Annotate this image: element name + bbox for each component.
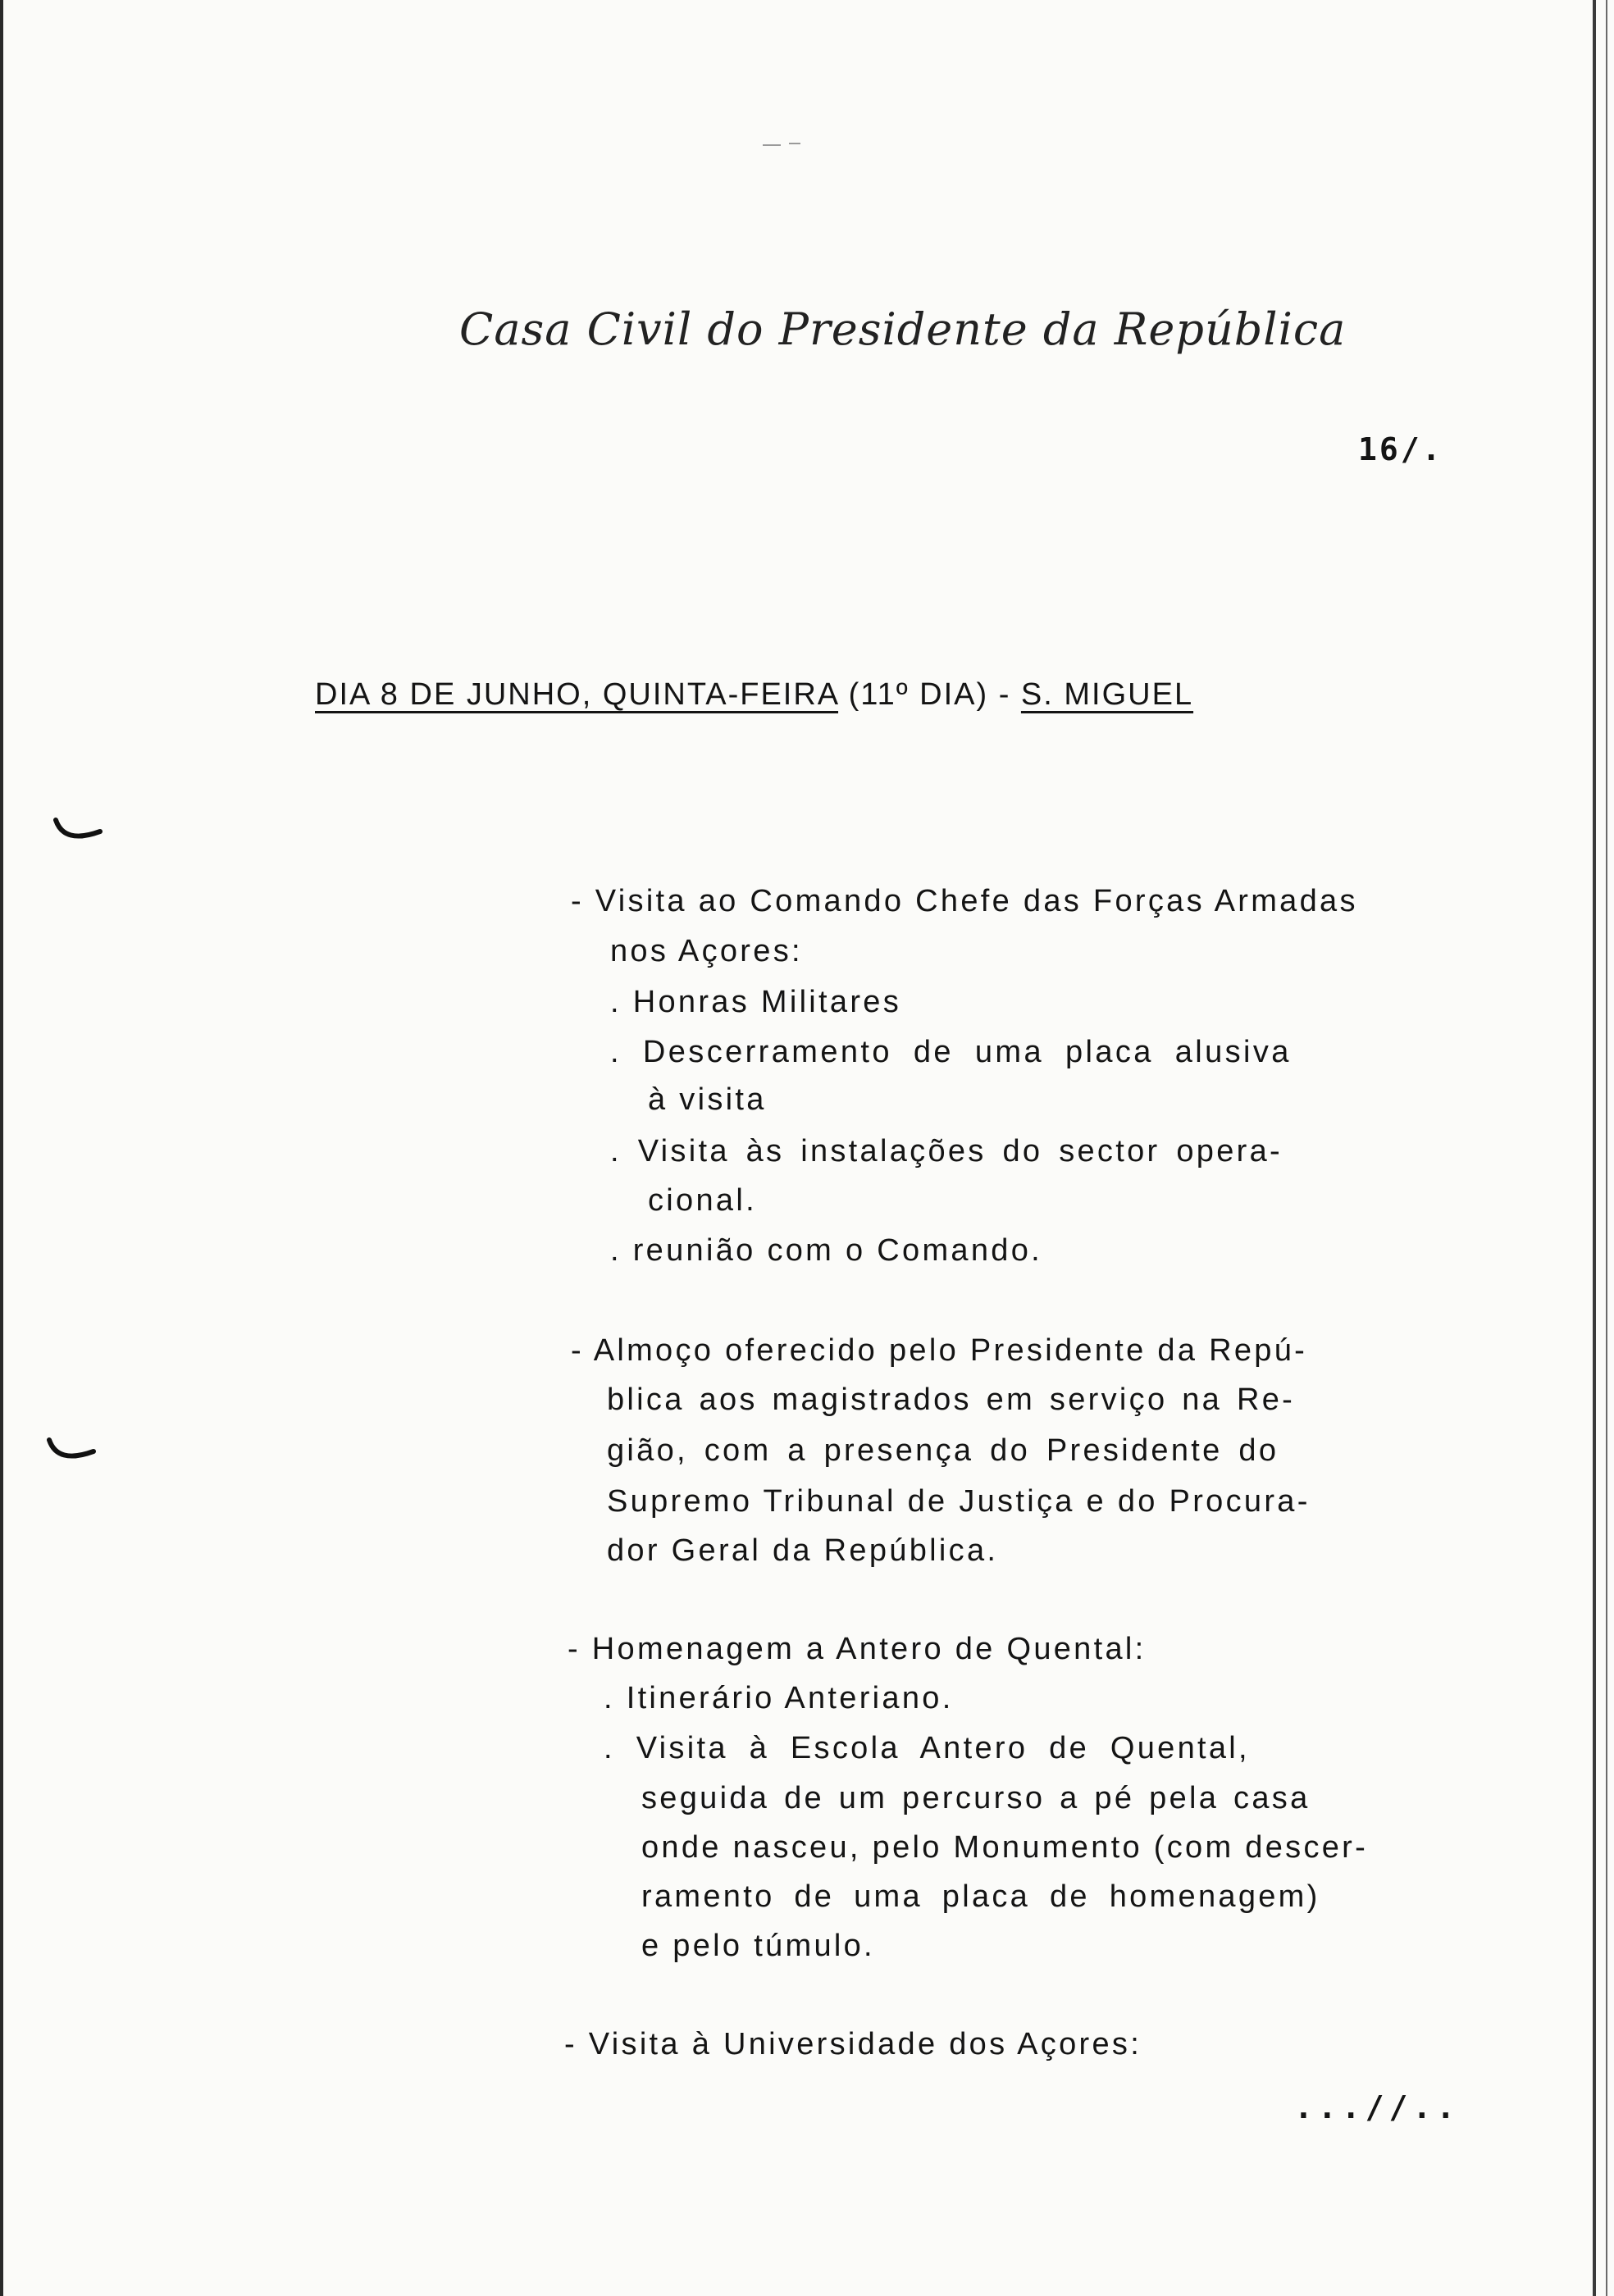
scan-edge-left xyxy=(0,0,3,2296)
scan-edge-right-inner xyxy=(1606,0,1607,2296)
check-mark-icon xyxy=(52,817,107,850)
agenda-line: cional. xyxy=(648,1183,757,1218)
agenda-line: . reunião com o Comando. xyxy=(610,1233,1042,1268)
scan-speck xyxy=(763,144,781,146)
check-mark-icon xyxy=(46,1437,100,1469)
agenda-line: . Itinerário Anteriano. xyxy=(604,1681,954,1715)
heading-date: DIA 8 DE JUNHO, QUINTA-FEIRA xyxy=(315,677,839,712)
agenda-line: - Visita à Universidade dos Açores: xyxy=(564,2027,1142,2061)
letterhead: Casa Civil do Presidente da República xyxy=(459,303,1347,355)
agenda-line: - Homenagem a Antero de Quental: xyxy=(568,1632,1147,1666)
agenda-line: . Visita às instalações do sector opera- xyxy=(610,1134,1283,1168)
agenda-line: - Visita ao Comando Chefe das Forças Armadas xyxy=(571,884,1358,918)
agenda-line: . Descerramento de uma placa alusiva xyxy=(610,1035,1292,1069)
agenda-line: à visita xyxy=(648,1082,767,1117)
scan-edge-right xyxy=(1593,0,1596,2296)
agenda-line: nos Açores: xyxy=(610,934,803,968)
continuation-mark: ...//.. xyxy=(1294,2089,1461,2125)
agenda-line: onde nasceu, pelo Monumento (com descer- xyxy=(641,1830,1369,1865)
heading-day-count: (11º DIA) - xyxy=(848,677,1011,712)
agenda-line: ramento de uma placa de homenagem) xyxy=(641,1879,1320,1914)
agenda-line: Supremo Tribunal de Justiça e do Procura- xyxy=(607,1484,1311,1519)
agenda-line: . Visita à Escola Antero de Quental, xyxy=(604,1731,1250,1765)
agenda-line: gião, com a presença do Presidente do xyxy=(607,1433,1279,1468)
agenda-line: - Almoço oferecido pelo Presidente da Repú- xyxy=(571,1333,1308,1368)
scan-speck xyxy=(789,143,800,144)
agenda-line: seguida de um percurso a pé pela casa xyxy=(641,1781,1311,1815)
agenda-line: blica aos magistrados em serviço na Re- xyxy=(607,1383,1296,1417)
agenda-line: e pelo túmulo. xyxy=(641,1929,875,1963)
page-number: 16/. xyxy=(1358,431,1443,467)
heading-location: S. MIGUEL xyxy=(1020,677,1194,712)
day-heading xyxy=(315,677,1193,713)
agenda-line: dor Geral da República. xyxy=(607,1533,999,1568)
agenda-line: . Honras Militares xyxy=(610,985,902,1019)
